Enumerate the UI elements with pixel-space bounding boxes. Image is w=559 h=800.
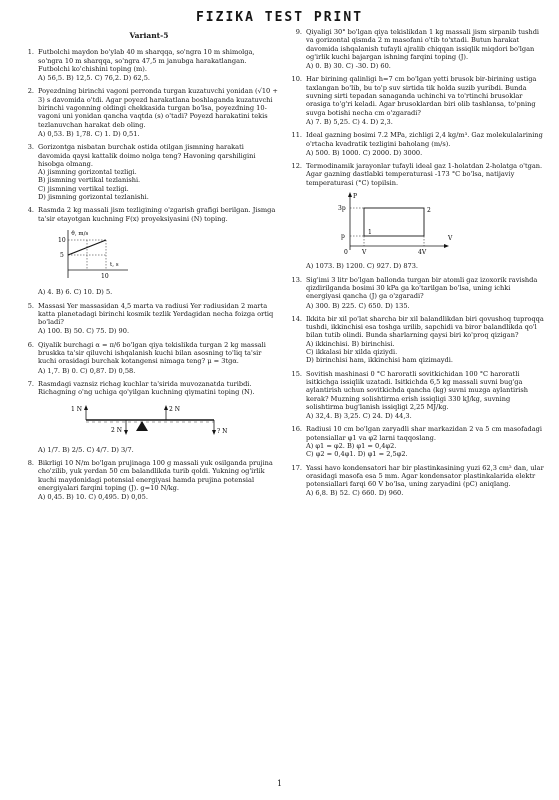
answer-options: A) 32,4. B) 3,25. C) 24. D) 44,3. <box>306 412 412 421</box>
question-text: Har birining qalinligi h=7 cm bo'lgan yetti brusok bir-birining ustiga taxlangan bo'lib, bu to'p suv sirtida tik holda suzib yuribdi. Bunda suvning sirti tepadan sanaganda uchinchi va to'rtinchi brusoklar orasiga to'g'ri keladi. Agar brusoklardan biri olib tashlansa, to'pning suvga botishi necha cm o'zgaradi? <box>306 75 537 117</box>
page-title: FIZIKA TEST PRINT <box>195 10 364 25</box>
answer-options: A) 7. B) 5,25. C) 4. D) 2,3. <box>306 117 393 126</box>
question-text: Sig'imi 3 litr bo'lgan ballonda turgan bir atomli gaz izoxorik ravishda qizdirilganda bosimi 30 kPa ga ko'tarilgan bo'lsa, uning ichki energiyasi qancha (J) ga o'zgaradi? <box>306 275 538 301</box>
arrow-head <box>348 192 352 197</box>
answer-options: A) 1073. B) 1200. C) 927. D) 873. <box>306 262 419 271</box>
answer-options: A) 300. B) 225. C) 650. D) 135. <box>306 301 410 310</box>
answer-options: A) 0,45. B) 10. C) 0,495. D) 0,05. <box>38 493 148 502</box>
question-2: 2. Poyezdning birinchi vagoni perronda turgan kuzatuvchi yonidan (√10 + 3) s davomida o'tdi. Agar poyezd harakatlana boshlaganda kuzatuvchi birinchi vagonning oldingi chekkasida turgan bo'lsa, poyezdning 10-vagoni uni yonidan qancha vaqtda (s) o'tadi? Poyezd harakatini tekis tezlanuvchan harakat deb oling. A) 0,53. B) 1,78. C) 1. D) 0,51. <box>27 87 278 138</box>
question-17: 17. Yassi havo kondensatori har bir plastinkasining yuzi 62,3 cm² dan, ular orasidagi masofa esa 5 mm. Agar kondensator plastinkalarida elektr potensiallari farqi 60 V bo'lsa, uning zaryadini (pC) aniqlang. A) 6,8. B) 52. C) 660. D) 960. <box>288 464 546 498</box>
arrow-head <box>84 405 88 410</box>
question-1: 1. Futbolchi maydon bo'ylab 40 m sharqqa, so'ngra 10 m shimolga, so'ngra 10 m sharqqa, so'ngra 47,5 m janubga harakatlangan. Futbolchi ko'chishini toping (m). A) 56,5. B) 12,5. C) 76,2. D) 62,5. <box>20 48 278 82</box>
fulcrum <box>136 421 148 431</box>
answer-option: D) birinchisi ham, ikkinchisi ham qizimaydi. <box>306 356 453 365</box>
arrow-head <box>164 405 168 410</box>
question-text: Poyezdning birinchi vagoni perronda turgan kuzatuvchi yonidan (√10 + 3) s davomida o'tdi. Agar poyezd harakatlana boshlaganda kuzatuvchi birinchi vagonning oldingi chekkasida turgan bo'lsa, poyezdning 10-vagoni uni yonidan qancha vaqtda (s) o'tadi? Poyezd harakatini tekis tezlanuvchan harakat deb oling. <box>38 87 278 129</box>
answer-option: A) jismning gorizontal tezligi. <box>38 168 137 177</box>
velocity-graph <box>38 226 188 282</box>
question-8: 8. Bikrligi 10 N/m bo'lgan prujinaga 100 g massali yuk osilganda prujina cho'zilib, yuk yerdan 50 cm balandlikda turib qoldi. Yukning og'irlik kuchi maydonidagi potensial energiyasi hamda prujina potensial energiyalari farqini toping (J). g=10 N/kg. A) 0,45. B) 10. C) 0,495. D) 0,05. <box>20 459 278 501</box>
answer-options: A) 100. B) 50. C) 75. D) 90. <box>38 327 130 336</box>
question-text: Rasmdagi vaznsiz richag kuchlar ta'sirida muvozanatda turibdi. Richagning o'ng uchiga qo'yilgan kuchning qiymatini toping (N). <box>38 379 255 397</box>
question-15: 15. Sovitish mashinasi 0 °C haroratli sovitkichidan 100 °C haroratli isitkichga issiqlik uzatadi. Isitkichda 6,5 kg massali suvni bug'ga aylantirish uchun sovitkichda qancha (kg) suvni muzga aylantirish kerak? Muzning solishtirma erish issiqligi 330 kJ/kg, suvning solishtirma bug'lanish issiqligi 2,25 MJ/kg. A) 32,4. B) 3,25. C) 24. D) 44,3. <box>288 370 546 421</box>
answer-option: A) φ1 = φ2. B) φ1 = 0,4φ2. <box>306 441 397 450</box>
answer-options: A) 0,53. B) 1,78. C) 1. D) 0,51. <box>38 129 140 138</box>
question-text: Rasmda 2 kg massali jism tezligining o'zgarish grafigi berilgan. Jismga ta'sir etayotgan kuchning F(x) proyeksiyasini (N) toping. <box>38 206 276 223</box>
question-6: 6. Qiyalik burchagi α = π/6 bo'lgan qiya tekislikda turgan 2 kg massali bruskka ta'sir qiluvchi ishqalanish kuchi bilan asosning to'liq ta'sir kuchi orasidagi burchak kotangensi nimaga teng? μ = 3tgα. A) 1,7. B) 0. C) 0,87. D) 0,58. <box>20 341 278 375</box>
question-text: Gorizontga nisbatan burchak ostida otilgan jismning harakati davomida qaysi kattalik doimo nolga teng? Havoning qarshiligini hisobga olmang. <box>38 143 256 168</box>
x-axis-label: t, s <box>110 261 119 268</box>
p-tick: p <box>341 233 345 241</box>
answer-options: A) 4. B) 6. C) 10. D) 5. <box>38 288 113 297</box>
answer-option: C) ikkalasi bir xilda qiziydi. <box>306 348 398 357</box>
question-text: Ideal gazning bosimi 7.2 MPa, zichligi 2,4 kg/m³. Gaz molekulalarining o'rtacha kvadratik tezligini baholang (m/s). <box>306 131 543 148</box>
page-number: 1 <box>276 779 283 788</box>
answer-option: C) jismning vertikal tezligi. <box>38 184 129 193</box>
force-label: ? N <box>217 427 228 435</box>
question-13: 13. Sig'imi 3 litr bo'lgan ballonda turgan bir atomli gaz izoxorik ravishda qizdirilganda bosimi 30 kPa ga ko'tarilgan bo'lsa, uning ichki energiyasi qancha (J) ga o'zgaradi? A) 300. B) 225. C) 650. D) 135. <box>288 276 546 310</box>
question-text: Massasi Yer massasidan 4,5 marta va radiusi Yer radiusidan 2 marta katta planetadagi birinchi kosmik tezlik Yerdagidan necha foizga ortiq bo'ladi? <box>38 301 274 327</box>
arrow-head <box>444 244 449 248</box>
question-11: 11. Ideal gazning bosimi 7.2 MPa, zichligi 2,4 kg/m³. Gaz molekulalarining o'rtacha kvadratik tezligini baholang (m/s). A) 500. B) 1000. C) 2000. D) 3000. <box>288 131 546 157</box>
question-text: Ikkita bir xil po'lat sharcha bir xil balandlikdan biri qovushoq tuproqqa tushdi, ikkinchisi esa toshga urilib, sapchidi va biror balandlikda qo'l bilan tutib olindi. Bunda sharlarning qaysi biri ko'proq qizigan? <box>306 314 544 340</box>
y-tick: 10 <box>58 236 66 244</box>
y-tick: 5 <box>60 251 64 259</box>
x-tick: 10 <box>101 272 109 280</box>
question-text: Qiyaligi 30° bo'lgan qiya tekislikdan 1 kg massali jism sirpanib tushdi va gorizontal qismda 2 m masofani o'tib to'xtadi. Butun harakat davomida ishqalanish tufayli ajralib chiqqan issiqlik miqdori bo'lgan og'irlik kuchi bajargan ishning farqini toping (J). <box>306 28 540 61</box>
question-text: Termodinamik jarayonlar tufayli ideal gaz 1-holatdan 2-holatga o'tgan. Agar gazning dastlabki temperaturasi -173 °C bo'lsa, natijaviy temperaturasi (°C) topilsin. <box>306 162 543 187</box>
p-axis-label: P <box>353 193 358 201</box>
right-column <box>288 28 546 503</box>
state-label: 1 <box>368 229 372 237</box>
question-text: Sovitish mashinasi 0 °C haroratli sovitkichidan 100 °C haroratli isitkichga issiqlik uzatadi. Isitkichda 6,5 kg massali suvni bug'ga aylantirish uchun sovitkichda qancha (kg) suvni muzga aylantirish kerak? Muzning solishtirma erish issiqligi 330 kJ/kg, suvning solishtirma bug'lanish issiqligi 2,25 MJ/kg. <box>306 369 529 411</box>
question-10: 10. Har birining qalinligi h=7 cm bo'lgan yetti brusok bir-birining ustiga taxlangan bo'lib, bu to'p suv sirtida tik holda suzib yuribdi. Bunda suvning sirti tepadan sanaganda uchinchi va to'rtinchi brusoklar orasiga to'g'ri keladi. Agar brusoklardan biri olib tashlansa, to'pning suvga botishi necha cm o'zgaradi? A) 7. B) 5,25. C) 4. D) 2,3. <box>288 75 546 126</box>
question-14: 14. Ikkita bir xil po'lat sharcha bir xil balandlikdan biri qovushoq tuproqqa tushdi, ikkinchisi esa toshga urilib, sapchidi va biror balandlikda qo'l bilan tutib olindi. Bunda sharlarning qaysi biri ko'proq qizigan? A) ikkinchisi. B) birinchisi. C) ikkalasi bir xilda qiziydi. D) birinchisi ham, ikkinchisi ham qizimaydi. <box>288 315 546 365</box>
v-axis-label: V <box>448 235 453 243</box>
answer-options: A) 500. B) 1000. C) 2000. D) 3000. <box>306 148 423 157</box>
question-7: 7. Rasmdagi vaznsiz richag kuchlar ta'sirida muvozanatda turibdi. Richagning o'ng uchiga qo'yilgan kuchning qiymatini toping (N). 1 N 2 N 2 N ? N A) 1/7. B) 2/5. C) 4/7. D) 3/7. <box>20 380 278 454</box>
question-12: 12. Termodinamik jarayonlar tufayli ideal gaz 1-holatdan 2-holatga o'tgan. Agar gazning dastlabki temperaturasi -173 °C bo'lsa, natijaviy temperaturasi (°C) topilsin. P V 3p p 0 V 4V 1 2 A) 1073. B) 1200. C) 927. D) 873. <box>288 162 546 270</box>
answer-option: B) jismning vertikal tezlanishi. <box>38 176 141 185</box>
left-column <box>20 32 278 507</box>
answer-option: C) φ2 = 0,4φ1. D) φ1 = 2,5φ2. <box>306 450 408 459</box>
question-4: 4. Rasmda 2 kg massali jism tezligining o'zgarish grafigi berilgan. Jismga ta'sir etayotgan kuchning F(x) proyeksiyasini (N) toping. ϑ, m/s 10 5 t, s 10 A) 4. B) 6. C) 10. D) 5. <box>20 206 278 296</box>
v-tick: V <box>362 249 367 257</box>
arrow-head <box>212 430 216 435</box>
force-label: 1 N <box>71 405 82 413</box>
pv-diagram <box>306 190 506 256</box>
question-9: 9. Qiyaligi 30° bo'lgan qiya tekislikdan 1 kg massali jism sirpanib tushdi va gorizontal qismda 2 m masofani o'tib to'xtadi. Butun harakat davomida ishqalanish tufayli ajralib chiqqan issiqlik miqdori bo'lgan og'irlik kuchi bajargan ishning farqini toping (J). A) 0. B) 30. C) -30. D) 60. <box>288 28 546 70</box>
process-rect <box>364 208 424 236</box>
y-axis-label: ϑ, m/s <box>71 230 89 237</box>
force-label: 2 N <box>169 405 180 413</box>
v-tick: 0 <box>344 249 348 257</box>
variant-label: Variant-5 <box>129 31 169 40</box>
question-text: Futbolchi maydon bo'ylab 40 m sharqqa, so'ngra 10 m shimolga, so'ngra 10 m sharqqa, so'ngra 47,5 m janubga harakatlangan. Futbolchi ko'chishini toping (m). <box>38 48 255 73</box>
question-text: Radiusi 10 cm bo'lgan zaryadli shar markazidan 2 va 5 cm masofadagi potensiallar φ1 va φ2 larni taqqoslang. <box>306 425 543 442</box>
question-16: 16. Radiusi 10 cm bo'lgan zaryadli shar markazidan 2 va 5 cm masofadagi potensiallar φ1 va φ2 larni taqqoslang. A) φ1 = φ2. B) φ1 = 0,4φ2. C) φ2 = 0,4φ1. D) φ1 = 2,5φ2. <box>288 425 546 458</box>
answer-options: A) 1,7. B) 0. C) 0,87. D) 0,58. <box>38 366 136 375</box>
state-label: 2 <box>427 207 431 215</box>
answer-options: A) 1/7. B) 2/5. C) 4/7. D) 3/7. <box>38 445 134 454</box>
question-5: 5. Massasi Yer massasidan 4,5 marta va radiusi Yer radiusidan 2 marta katta planetadagi birinchi kosmik tezlik Yerdagidan necha foizga ortiq bo'ladi? A) 100. B) 50. C) 75. D) 90. <box>20 302 278 336</box>
answer-options: A) 6,8. B) 52. C) 660. D) 960. <box>306 489 404 498</box>
v-tick: 4V <box>418 249 427 257</box>
answer-options: A) 0. B) 30. C) -30. D) 60. <box>306 62 391 71</box>
arrow-head <box>124 430 128 435</box>
question-text: Yassi havo kondensatori har bir plastinkasining yuzi 62,3 cm² dan, ular orasidagi masofa esa 5 mm. Agar kondensator plastinkalarida elektr potensiallari farqi 60 V bo'lsa, uning zaryadini (pC) aniqlang. <box>306 463 544 489</box>
lever-diagram <box>38 400 238 440</box>
answer-option: D) jismning gorizontal tezlanishi. <box>38 193 149 202</box>
p-tick: 3p <box>338 205 346 213</box>
question-text: Qiyalik burchagi α = π/6 bo'lgan qiya tekislikda turgan 2 kg massali bruskka ta'sir qiluvchi ishqalanish kuchi bilan asosning to'liq ta'sir kuchi orasidagi burchak kotangensi nimaga teng? μ = 3tgα. <box>38 340 266 366</box>
force-label: 2 N <box>111 426 122 434</box>
question-text: Bikrligi 10 N/m bo'lgan prujinaga 100 g massali yuk osilganda prujina cho'zilib, yuk yerdan 50 cm balandlikda turib qoldi. Yukning og'irlik kuchi maydonidagi potensial energiyasi hamda prujina potensial energiyalari farqini toping (J). g=10 N/kg. <box>38 459 273 492</box>
answer-option: A) ikkinchisi. B) birinchisi. <box>306 339 395 348</box>
question-3: 3. Gorizontga nisbatan burchak ostida otilgan jismning harakati davomida qaysi kattalik doimo nolga teng? Havoning qarshiligini hisobga olmang. A) jismning gorizontal tezligi. B) jismning vertikal tezlanishi. C) jismning vertikal tezligi. D) jismning gorizontal tezlanishi. <box>20 143 278 201</box>
answer-options: A) 56,5. B) 12,5. C) 76,2. D) 62,5. <box>38 74 151 83</box>
